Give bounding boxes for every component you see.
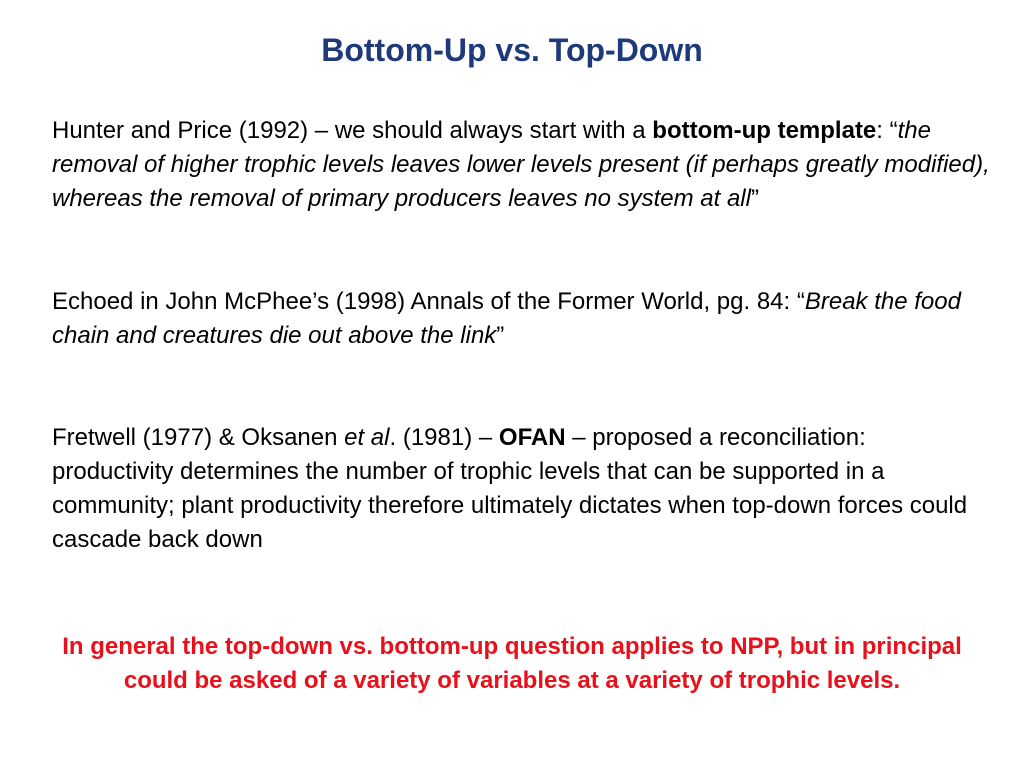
p3-mid: . (1981) – [389,424,499,451]
p1-quote: the removal of higher trophic levels leaves lower levels present (if perhaps greatly modified), whereas the removal of primary producers leaves no system at all [52,117,990,212]
p3-etal: et al [344,424,390,451]
paragraph-fretwell-oksanen [52,421,992,557]
paragraph-hunter-price [52,114,992,216]
p1-lead: Hunter and Price (1992) – we should always start with a [52,117,653,144]
p3-ofan: OFAN [498,424,566,451]
p2-close-quote: ” [496,322,505,349]
paragraph-mcphee [52,285,992,353]
p1-bold-term: bottom-up template [652,117,877,144]
slide-title: Bottom-Up vs. Top-Down [321,32,703,68]
p3-rest: – proposed a reconciliation: productivity determines the number of trophic levels that can be supported in a community; plant productivity therefore ultimately dictates when top-down forces could cascade back down [52,424,968,553]
p2-lead: Echoed in John McPhee’s (1998) Annals of the Former World, pg. 84: “ [52,288,805,315]
summary-note: In general the top-down vs. bottom-up question applies to NPP, but in principal could be asked of a variety of variables at a variety of trophic levels. [62,633,962,694]
p1-colon: : “ [876,117,898,144]
p3-lead: Fretwell (1977) & Oksanen [52,424,345,451]
p2-quote: Break the food chain and creatures die out above the link [52,288,961,349]
p1-close-quote: ” [750,185,759,212]
